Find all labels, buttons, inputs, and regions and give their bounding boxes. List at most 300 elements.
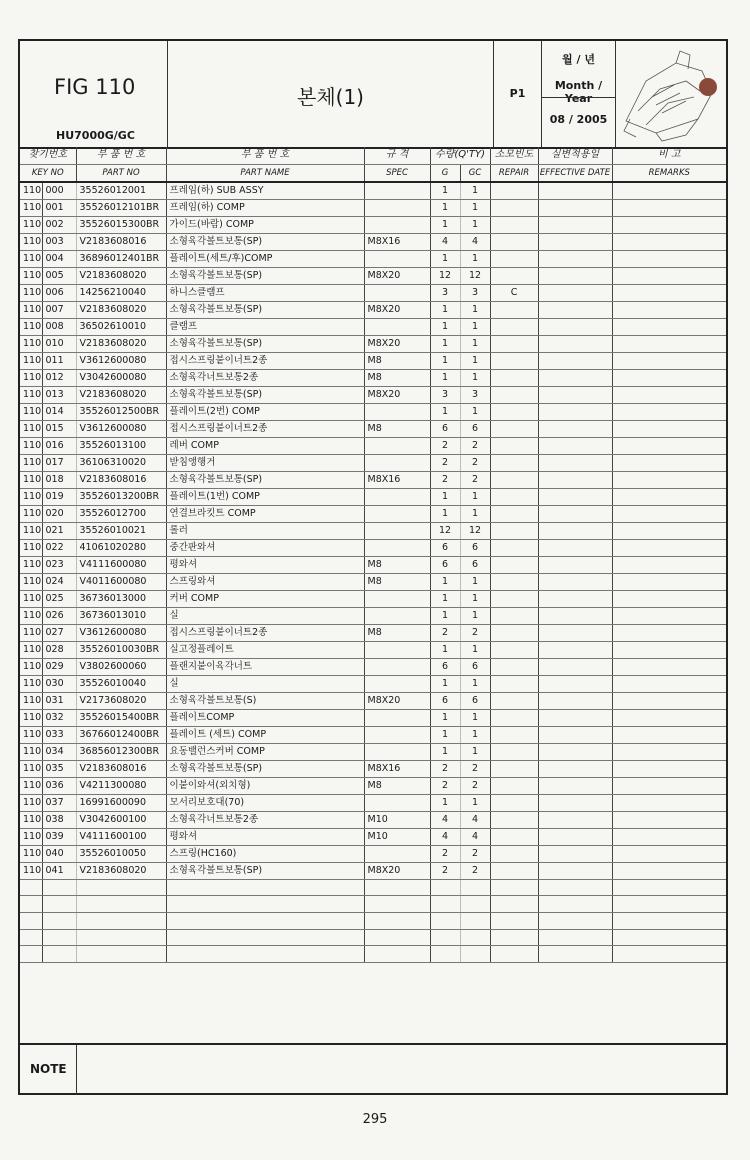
remarks-cell <box>612 216 726 233</box>
part-name-cell <box>166 929 364 946</box>
qty-g-cell: 1 <box>430 250 460 267</box>
repair-cell <box>490 437 538 454</box>
qty-g-cell: 1 <box>430 403 460 420</box>
spec-cell <box>364 590 430 607</box>
spec-cell: M8 <box>364 573 430 590</box>
effective-date-cell <box>538 743 612 760</box>
effective-date-cell <box>538 879 612 896</box>
table-row <box>20 335 726 352</box>
fig-number: FIG 110 <box>54 75 136 99</box>
qty-gc-cell: 2 <box>460 862 490 879</box>
table-row <box>20 862 726 879</box>
table-row <box>20 301 726 318</box>
part-no-cell: V2183608020 <box>76 335 166 352</box>
qty-gc-cell: 1 <box>460 794 490 811</box>
repair-cell <box>490 794 538 811</box>
part-no-cell: V3042600080 <box>76 369 166 386</box>
repair-cell <box>490 624 538 641</box>
fig-cell: 110 <box>20 267 42 284</box>
remarks-cell <box>612 420 726 437</box>
part-no-cell <box>76 912 166 929</box>
remarks-cell <box>612 352 726 369</box>
spec-cell: M8X20 <box>364 335 430 352</box>
qty-g-cell: 1 <box>430 488 460 505</box>
remarks-cell <box>612 794 726 811</box>
part-name-cell: 플레이트COMP <box>166 709 364 726</box>
date-label-en: Month / Year <box>554 79 603 105</box>
part-no-cell: 35526015400BR <box>76 709 166 726</box>
key-cell: 041 <box>42 862 76 879</box>
repair-cell <box>490 318 538 335</box>
part-name-cell: 소형육각볼트보통(SP) <box>166 471 364 488</box>
qty-gc-cell: 1 <box>460 182 490 200</box>
spec-cell: M8X16 <box>364 471 430 488</box>
part-no-cell: 35526012101BR <box>76 199 166 216</box>
spec-cell <box>364 845 430 862</box>
repair-cell <box>490 216 538 233</box>
empty-row <box>20 896 726 913</box>
table-row <box>20 692 726 709</box>
key-cell: 028 <box>42 641 76 658</box>
part-no-cell: 36736013000 <box>76 590 166 607</box>
remarks-cell <box>612 624 726 641</box>
part-no-cell: 36736013010 <box>76 607 166 624</box>
qty-gc-cell: 4 <box>460 828 490 845</box>
qty-g-cell: 1 <box>430 369 460 386</box>
table-row <box>20 267 726 284</box>
remarks-cell <box>612 726 726 743</box>
qty-g-cell: 1 <box>430 335 460 352</box>
part-name-cell: 소형육각볼트보통(S) <box>166 692 364 709</box>
fig-cell: 110 <box>20 488 42 505</box>
repair-cell <box>490 471 538 488</box>
key-cell: 024 <box>42 573 76 590</box>
remarks-cell <box>612 539 726 556</box>
key-cell: 005 <box>42 267 76 284</box>
table-row <box>20 641 726 658</box>
key-cell: 025 <box>42 590 76 607</box>
part-name-cell: 모서리보호대(70) <box>166 794 364 811</box>
part-name-cell: 소형육각너트보통2종 <box>166 369 364 386</box>
header-row-en <box>20 164 726 182</box>
key-cell: 014 <box>42 403 76 420</box>
part-name-cell: 스프링(HC160) <box>166 845 364 862</box>
part-name-cell: 프레임(하) SUB ASSY <box>166 182 364 200</box>
remarks-cell <box>612 912 726 929</box>
repair-cell <box>490 505 538 522</box>
effective-date-cell <box>538 607 612 624</box>
qty-g-cell: 2 <box>430 862 460 879</box>
repair-cell <box>490 862 538 879</box>
part-name-cell: 접시스프링붙이너트2종 <box>166 624 364 641</box>
qty-g-cell: 6 <box>430 658 460 675</box>
fig-cell: 110 <box>20 641 42 658</box>
qty-g-cell: 6 <box>430 692 460 709</box>
spec-cell <box>364 539 430 556</box>
part-no-cell <box>76 946 166 963</box>
spec-cell <box>364 896 430 913</box>
repair-cell <box>490 369 538 386</box>
spec-cell: M8X16 <box>364 760 430 777</box>
qty-g-cell: 1 <box>430 709 460 726</box>
part-no-cell <box>76 879 166 896</box>
remarks-cell <box>612 267 726 284</box>
fig-cell: 110 <box>20 386 42 403</box>
key-cell: 022 <box>42 539 76 556</box>
part-name-cell: 플레이트(세트/후)COMP <box>166 250 364 267</box>
empty-row <box>20 946 726 963</box>
qty-g-cell: 1 <box>430 641 460 658</box>
qty-g-cell <box>430 879 460 896</box>
spec-cell: M8X20 <box>364 267 430 284</box>
remarks-cell <box>612 590 726 607</box>
key-cell: 004 <box>42 250 76 267</box>
part-name-cell: 소형육각볼트보통(SP) <box>166 386 364 403</box>
fig-cell <box>20 41 168 147</box>
header-block <box>20 41 726 149</box>
table-row <box>20 216 726 233</box>
remarks-cell <box>612 556 726 573</box>
date-cell <box>542 41 616 147</box>
remarks-cell <box>612 641 726 658</box>
qty-g-cell: 4 <box>430 828 460 845</box>
spec-cell <box>364 505 430 522</box>
part-name-cell: 커버 COMP <box>166 590 364 607</box>
effective-date-cell <box>538 267 612 284</box>
part-name-cell <box>166 912 364 929</box>
repair-cell <box>490 233 538 250</box>
effective-date-cell <box>538 726 612 743</box>
qty-gc-cell: 1 <box>460 318 490 335</box>
part-name-cell <box>166 879 364 896</box>
spec-cell <box>364 879 430 896</box>
part-no-cell: V2183608020 <box>76 386 166 403</box>
remarks-cell <box>612 929 726 946</box>
table-row <box>20 675 726 692</box>
qty-g-cell: 1 <box>430 182 460 200</box>
part-name-cell: 실 <box>166 607 364 624</box>
col-repair-en: REPAIR <box>490 164 538 182</box>
qty-g-cell <box>430 896 460 913</box>
qty-g-cell: 1 <box>430 726 460 743</box>
col-partno-kr: 부 품 번 호 <box>76 147 166 164</box>
remarks-cell <box>612 471 726 488</box>
effective-date-cell <box>538 471 612 488</box>
table-row <box>20 760 726 777</box>
qty-g-cell: 12 <box>430 522 460 539</box>
qty-g-cell: 4 <box>430 233 460 250</box>
remarks-cell <box>612 318 726 335</box>
remarks-cell <box>612 454 726 471</box>
section-title: 본체(1) <box>297 85 364 109</box>
remarks-cell <box>612 862 726 879</box>
effective-date-cell <box>538 284 612 301</box>
fig-cell: 110 <box>20 471 42 488</box>
fig-cell: 110 <box>20 607 42 624</box>
qty-gc-cell: 2 <box>460 845 490 862</box>
effective-date-cell <box>538 250 612 267</box>
qty-gc-cell: 1 <box>460 403 490 420</box>
table-row <box>20 590 726 607</box>
col-eff-kr: 실변적용일 <box>538 147 612 164</box>
part-no-cell: 41061020280 <box>76 539 166 556</box>
fig-cell <box>20 879 42 896</box>
part-no-cell: V2183608020 <box>76 862 166 879</box>
key-cell: 017 <box>42 454 76 471</box>
part-no-cell: V3612600080 <box>76 420 166 437</box>
remarks-cell <box>612 658 726 675</box>
part-no-cell: 35526012500BR <box>76 403 166 420</box>
repair-cell <box>490 760 538 777</box>
spec-cell: M8 <box>364 777 430 794</box>
key-cell <box>42 929 76 946</box>
fig-cell: 110 <box>20 335 42 352</box>
key-cell <box>42 879 76 896</box>
part-name-cell: 레버 COMP <box>166 437 364 454</box>
qty-gc-cell: 2 <box>460 760 490 777</box>
effective-date-cell <box>538 352 612 369</box>
table-row <box>20 709 726 726</box>
part-name-cell: 롤러 <box>166 522 364 539</box>
part-name-cell: 플레이트 (세트) COMP <box>166 726 364 743</box>
qty-g-cell: 1 <box>430 743 460 760</box>
key-cell: 013 <box>42 386 76 403</box>
effective-date-cell <box>538 590 612 607</box>
spec-cell: M8X20 <box>364 692 430 709</box>
qty-gc-cell: 6 <box>460 692 490 709</box>
qty-g-cell: 1 <box>430 199 460 216</box>
remarks-cell <box>612 692 726 709</box>
repair-cell <box>490 335 538 352</box>
part-no-cell: V3802600060 <box>76 658 166 675</box>
fig-cell <box>20 896 42 913</box>
spec-cell: M8 <box>364 369 430 386</box>
qty-g-cell: 6 <box>430 539 460 556</box>
effective-date-cell <box>538 862 612 879</box>
key-cell: 031 <box>42 692 76 709</box>
remarks-cell <box>612 335 726 352</box>
fig-cell: 110 <box>20 573 42 590</box>
remarks-cell <box>612 199 726 216</box>
spec-cell <box>364 726 430 743</box>
remarks-cell <box>612 573 726 590</box>
qty-gc-cell: 12 <box>460 522 490 539</box>
empty-row <box>20 929 726 946</box>
part-no-cell: 36896012401BR <box>76 250 166 267</box>
table-row <box>20 488 726 505</box>
key-cell: 037 <box>42 794 76 811</box>
remarks-cell <box>612 777 726 794</box>
qty-g-cell: 2 <box>430 437 460 454</box>
part-name-cell: 소형육각볼트보통(SP) <box>166 301 364 318</box>
qty-gc-cell: 1 <box>460 726 490 743</box>
effective-date-cell <box>538 641 612 658</box>
spec-cell <box>364 199 430 216</box>
remarks-cell <box>612 488 726 505</box>
qty-gc-cell: 1 <box>460 641 490 658</box>
fig-cell: 110 <box>20 777 42 794</box>
repair-cell: C <box>490 284 538 301</box>
fig-cell: 110 <box>20 675 42 692</box>
effective-date-cell <box>538 929 612 946</box>
spec-cell: M8X20 <box>364 862 430 879</box>
table-row <box>20 726 726 743</box>
spec-cell <box>364 182 430 200</box>
qty-g-cell: 6 <box>430 556 460 573</box>
repair-cell <box>490 488 538 505</box>
key-cell: 029 <box>42 658 76 675</box>
effective-date-cell <box>538 199 612 216</box>
qty-gc-cell: 2 <box>460 437 490 454</box>
table-row <box>20 454 726 471</box>
remarks-cell <box>612 760 726 777</box>
fig-cell: 110 <box>20 318 42 335</box>
qty-gc-cell <box>460 879 490 896</box>
part-name-cell: 이붙이와셔(외치형) <box>166 777 364 794</box>
qty-g-cell: 1 <box>430 794 460 811</box>
col-spec-kr: 규 격 <box>364 147 430 164</box>
remarks-cell <box>612 879 726 896</box>
repair-cell <box>490 573 538 590</box>
part-name-cell: 가이드(바람) COMP <box>166 216 364 233</box>
qty-g-cell: 1 <box>430 590 460 607</box>
table-row <box>20 233 726 250</box>
part-name-cell: 실고정플레이트 <box>166 641 364 658</box>
remarks-cell <box>612 284 726 301</box>
effective-date-cell <box>538 454 612 471</box>
part-name-cell: 스프링와셔 <box>166 573 364 590</box>
table-row <box>20 658 726 675</box>
part-name-cell: 소형육각볼트보통(SP) <box>166 267 364 284</box>
spec-cell: M8 <box>364 624 430 641</box>
key-cell: 000 <box>42 182 76 200</box>
spec-cell: M10 <box>364 811 430 828</box>
table-row <box>20 845 726 862</box>
spec-cell <box>364 794 430 811</box>
qty-gc-cell: 1 <box>460 250 490 267</box>
remarks-cell <box>612 811 726 828</box>
col-eff-en: EFFECTIVE DATE <box>538 164 612 182</box>
qty-gc-cell: 1 <box>460 505 490 522</box>
table-row <box>20 437 726 454</box>
effective-date-cell <box>538 318 612 335</box>
remarks-cell <box>612 301 726 318</box>
part-name-cell: 클램프 <box>166 318 364 335</box>
qty-gc-cell: 1 <box>460 352 490 369</box>
repair-cell <box>490 182 538 200</box>
key-cell: 012 <box>42 369 76 386</box>
fig-cell: 110 <box>20 454 42 471</box>
part-name-cell: 소형육각볼트보통(SP) <box>166 760 364 777</box>
qty-gc-cell: 2 <box>460 624 490 641</box>
fig-cell: 110 <box>20 726 42 743</box>
remarks-cell <box>612 437 726 454</box>
key-cell: 040 <box>42 845 76 862</box>
part-name-cell: 연결브라킷트 COMP <box>166 505 364 522</box>
qty-gc-cell: 3 <box>460 386 490 403</box>
part-no-cell: V4211300080 <box>76 777 166 794</box>
spec-cell: M8 <box>364 352 430 369</box>
qty-g-cell: 1 <box>430 301 460 318</box>
qty-g-cell: 4 <box>430 811 460 828</box>
remarks-cell <box>612 828 726 845</box>
effective-date-cell <box>538 182 612 200</box>
key-cell: 002 <box>42 216 76 233</box>
spec-cell: M10 <box>364 828 430 845</box>
qty-gc-cell: 1 <box>460 573 490 590</box>
col-qty-gc: GC <box>460 164 490 182</box>
col-partno-en: PART NO <box>76 164 166 182</box>
qty-gc-cell: 6 <box>460 556 490 573</box>
repair-cell <box>490 420 538 437</box>
repair-cell <box>490 403 538 420</box>
repair-cell <box>490 743 538 760</box>
remarks-cell <box>612 675 726 692</box>
qty-gc-cell: 2 <box>460 454 490 471</box>
key-cell: 018 <box>42 471 76 488</box>
key-cell: 026 <box>42 607 76 624</box>
key-cell: 027 <box>42 624 76 641</box>
part-name-cell: 요동밸런스커버 COMP <box>166 743 364 760</box>
note-label-cell <box>20 1045 77 1095</box>
key-cell: 016 <box>42 437 76 454</box>
part-no-cell: 35526013200BR <box>76 488 166 505</box>
spec-cell: M8X16 <box>364 233 430 250</box>
qty-gc-cell <box>460 896 490 913</box>
key-cell: 003 <box>42 233 76 250</box>
part-no-cell: V2173608020 <box>76 692 166 709</box>
key-cell <box>42 912 76 929</box>
fig-cell: 110 <box>20 743 42 760</box>
table-row <box>20 522 726 539</box>
part-no-cell: 35526010021 <box>76 522 166 539</box>
repair-cell <box>490 386 538 403</box>
key-cell: 034 <box>42 743 76 760</box>
part-no-cell: 14256210040 <box>76 284 166 301</box>
repair-cell <box>490 912 538 929</box>
qty-g-cell: 1 <box>430 505 460 522</box>
qty-gc-cell: 4 <box>460 811 490 828</box>
qty-g-cell: 2 <box>430 845 460 862</box>
fig-cell: 110 <box>20 590 42 607</box>
part-no-cell <box>76 896 166 913</box>
part-no-cell: V2183608020 <box>76 301 166 318</box>
qty-g-cell: 2 <box>430 624 460 641</box>
qty-gc-cell: 1 <box>460 301 490 318</box>
spec-cell <box>364 946 430 963</box>
part-no-cell: V3612600080 <box>76 624 166 641</box>
repair-cell <box>490 709 538 726</box>
fig-cell: 110 <box>20 199 42 216</box>
qty-gc-cell: 1 <box>460 369 490 386</box>
qty-g-cell <box>430 912 460 929</box>
repair-cell <box>490 522 538 539</box>
repair-cell <box>490 590 538 607</box>
remarks-cell <box>612 522 726 539</box>
remarks-cell <box>612 250 726 267</box>
qty-gc-cell: 1 <box>460 335 490 352</box>
fig-cell: 110 <box>20 811 42 828</box>
table-row <box>20 250 726 267</box>
repair-cell <box>490 675 538 692</box>
effective-date-cell <box>538 794 612 811</box>
table-row <box>20 828 726 845</box>
spec-cell <box>364 454 430 471</box>
effective-date-cell <box>538 946 612 963</box>
table-row <box>20 369 726 386</box>
effective-date-cell <box>538 692 612 709</box>
remarks-cell <box>612 743 726 760</box>
